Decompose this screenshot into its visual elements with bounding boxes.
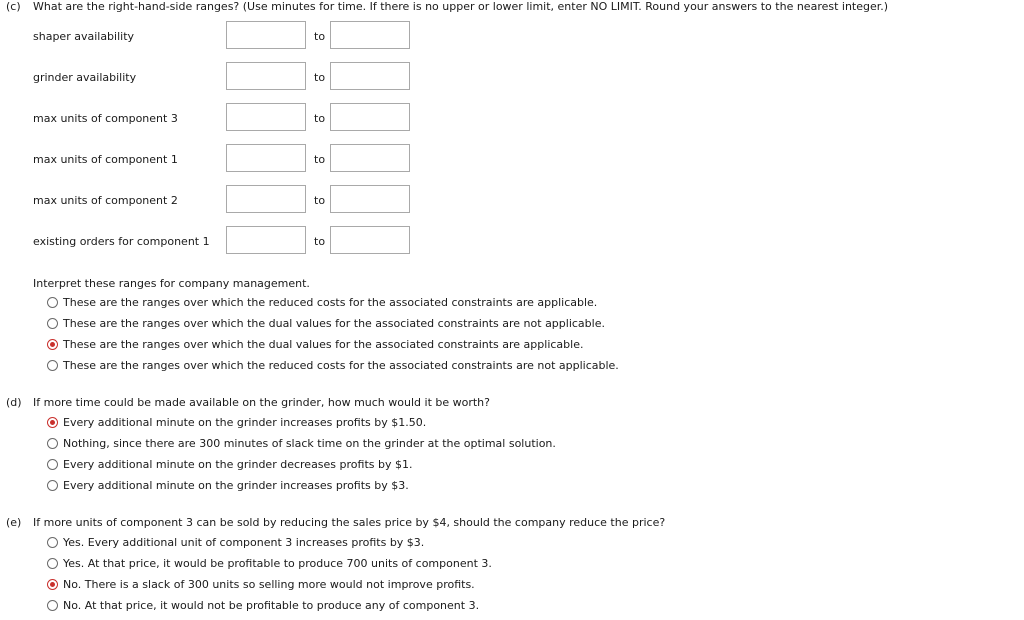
option-label: Yes. At that price, it would be profitable to produce 700 units of component 3.: [63, 557, 492, 570]
radio-button-selected[interactable]: [47, 417, 58, 428]
d-option-4[interactable]: [47, 479, 409, 492]
to-label: to: [314, 112, 326, 125]
c-option-1[interactable]: [47, 296, 597, 309]
option-label: Yes. Every additional unit of component 3 increases profits by $3.: [63, 536, 425, 549]
grinder-lower-input[interactable]: [226, 62, 306, 90]
grinder-upper-input[interactable]: [330, 62, 410, 90]
to-label: to: [314, 30, 326, 43]
to-label: to: [314, 153, 326, 166]
radio-button[interactable]: [47, 480, 58, 491]
radio-button[interactable]: [47, 360, 58, 371]
part-c-question: What are the right-hand-side ranges? (Use minutes for time. If there is no upper or lower limit, enter NO LIMIT. Round your answers to the nearest integer.): [33, 0, 889, 13]
to-label: to: [314, 194, 326, 207]
option-label: Every additional minute on the grinder increases profits by $1.50.: [63, 416, 427, 429]
option-label: No. At that price, it would not be profitable to produce any of component 3.: [63, 599, 480, 612]
component-3-upper-input[interactable]: [330, 103, 410, 131]
existing-orders-lower-input[interactable]: [226, 226, 306, 254]
e-option-3[interactable]: [47, 578, 475, 591]
row-label-component-1: max units of component 1: [33, 153, 178, 166]
e-option-1[interactable]: [47, 536, 424, 549]
c-option-2[interactable]: [47, 317, 605, 330]
radio-button[interactable]: [47, 459, 58, 470]
radio-button[interactable]: [47, 297, 58, 308]
option-label: These are the ranges over which the reduced costs for the associated constraints are not applicable.: [63, 359, 619, 372]
part-d-tag: (d): [6, 396, 22, 409]
part-c-tag: (c): [6, 0, 21, 13]
row-label-shaper: shaper availability: [33, 30, 135, 43]
c-option-3[interactable]: [47, 338, 583, 351]
radio-button[interactable]: [47, 537, 58, 548]
existing-orders-upper-input[interactable]: [330, 226, 410, 254]
radio-button[interactable]: [47, 318, 58, 329]
component-2-upper-input[interactable]: [330, 185, 410, 213]
e-option-4[interactable]: [47, 599, 479, 612]
d-option-1[interactable]: [47, 416, 426, 429]
e-option-2[interactable]: [47, 557, 492, 570]
to-label: to: [314, 71, 326, 84]
option-label: These are the ranges over which the reduced costs for the associated constraints are applicable.: [63, 296, 598, 309]
c-option-4[interactable]: [47, 359, 619, 372]
row-label-component-2: max units of component 2: [33, 194, 178, 207]
d-option-3[interactable]: [47, 458, 412, 471]
d-option-2[interactable]: [47, 437, 556, 450]
part-d-question: If more time could be made available on the grinder, how much would it be worth?: [33, 396, 490, 409]
radio-button-selected[interactable]: [47, 579, 58, 590]
option-label: These are the ranges over which the dual values for the associated constraints are not applicable.: [63, 317, 605, 330]
radio-button[interactable]: [47, 558, 58, 569]
component-1-upper-input[interactable]: [330, 144, 410, 172]
part-e-tag: (e): [6, 516, 22, 529]
radio-button[interactable]: [47, 600, 58, 611]
shaper-upper-input[interactable]: [330, 21, 410, 49]
option-label: No. There is a slack of 300 units so selling more would not improve profits.: [63, 578, 475, 591]
option-label: Every additional minute on the grinder decreases profits by $1.: [63, 458, 413, 471]
radio-button[interactable]: [47, 438, 58, 449]
component-3-lower-input[interactable]: [226, 103, 306, 131]
part-e-question: If more units of component 3 can be sold by reducing the sales price by $4, should the company reduce the price?: [33, 516, 666, 529]
option-label: Every additional minute on the grinder increases profits by $3.: [63, 479, 409, 492]
radio-button-selected[interactable]: [47, 339, 58, 350]
component-1-lower-input[interactable]: [226, 144, 306, 172]
shaper-lower-input[interactable]: [226, 21, 306, 49]
to-label: to: [314, 235, 326, 248]
row-label-existing-orders: existing orders for component 1: [33, 235, 210, 248]
component-2-lower-input[interactable]: [226, 185, 306, 213]
option-label: Nothing, since there are 300 minutes of slack time on the grinder at the optimal solution.: [63, 437, 556, 450]
row-label-grinder: grinder availability: [33, 71, 137, 84]
row-label-component-3: max units of component 3: [33, 112, 178, 125]
interpret-prompt: Interpret these ranges for company management.: [33, 277, 310, 290]
option-label: These are the ranges over which the dual values for the associated constraints are applicable.: [63, 338, 584, 351]
